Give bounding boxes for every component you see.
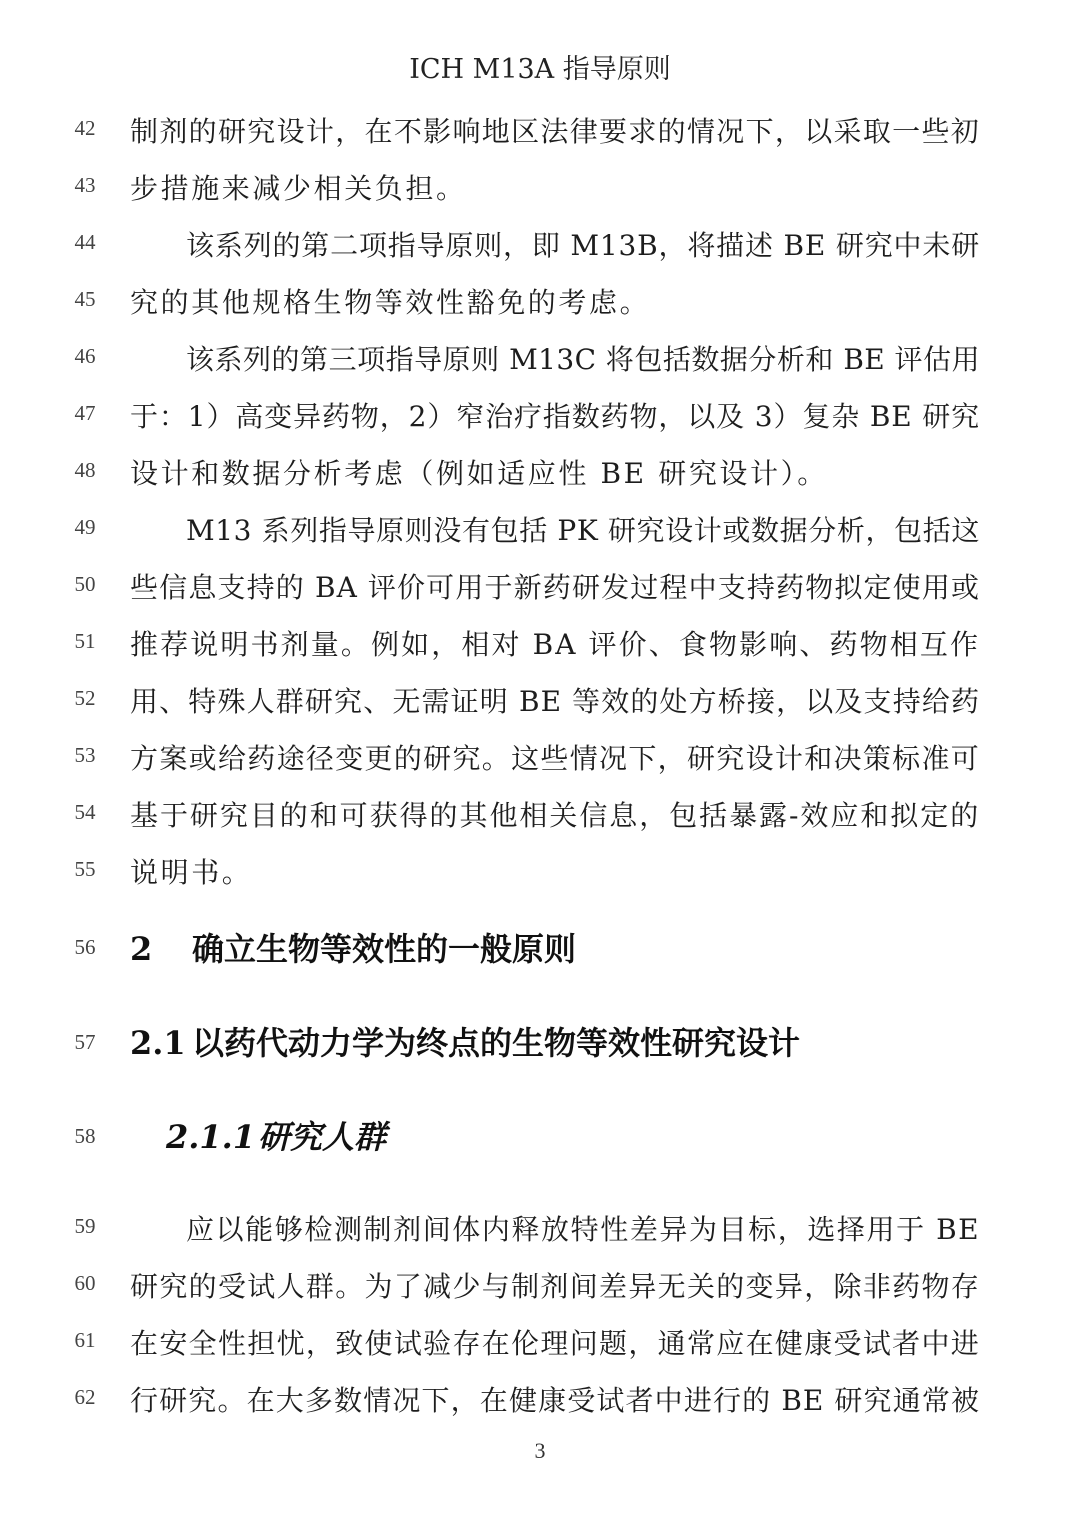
body-text-line: 该系列的第二项指导原则，即 M13B，将描述 BE 研究中未研: [186, 229, 980, 262]
line-number: 61: [74, 1328, 96, 1352]
line-number: 60: [74, 1271, 96, 1295]
page-number: 3: [534, 1438, 546, 1463]
line-number: 57: [74, 1030, 96, 1054]
body-text-line: 基于研究目的和可获得的其他相关信息，包括暴露-效应和拟定的: [130, 799, 980, 832]
line-number: 42: [74, 116, 96, 140]
body-text-line: 于：1）高变异药物，2）窄治疗指数药物，以及 3）复杂 BE 研究: [130, 400, 980, 433]
body-text-line: 制剂的研究设计，在不影响地区法律要求的情况下，以采取一些初: [130, 115, 980, 148]
body-text-line: 该系列的第三项指导原则 M13C 将包括数据分析和 BE 评估用: [186, 343, 980, 376]
body-text-line: 用、特殊人群研究、无需证明 BE 等效的处方桥接，以及支持给药: [130, 685, 980, 718]
line-number: 53: [74, 743, 96, 767]
body-text-line: 步措施来减少相关负担。: [130, 172, 467, 205]
line-number: 48: [74, 458, 96, 482]
line-number: 47: [74, 401, 96, 425]
line-number: 62: [74, 1385, 96, 1409]
line-number: 51: [74, 629, 96, 653]
line-number: 52: [74, 686, 96, 710]
body-text-line: 设计和数据分析考虑（例如适应性 BE 研究设计）。: [130, 457, 828, 490]
subsubsection-heading: [166, 1112, 386, 1158]
section-number: 2.1.1: [166, 1118, 256, 1156]
line-number: 56: [74, 935, 96, 959]
line-number: 50: [74, 572, 96, 596]
section-number: 2: [130, 930, 153, 968]
body-text-line: 推荐说明书剂量。例如，相对 BA 评价、食物影响、药物相互作: [130, 628, 980, 661]
line-number: 59: [74, 1214, 96, 1238]
body-text-line: 应以能够检测制剂间体内释放特性差异为目标，选择用于 BE: [186, 1213, 980, 1246]
line-number: 55: [74, 857, 96, 881]
section-title: 研究人群: [258, 1118, 387, 1156]
body-text-line: 在安全性担忧，致使试验存在伦理问题，通常应在健康受试者中进: [130, 1327, 980, 1360]
line-number: 46: [74, 344, 96, 368]
subsection-heading: [130, 1018, 800, 1064]
line-number: 54: [74, 800, 96, 824]
section-heading: [130, 924, 576, 970]
line-number: 44: [74, 230, 96, 254]
line-number: 43: [74, 173, 96, 197]
body-text-line: 究的其他规格生物等效性豁免的考虑。: [130, 286, 651, 319]
body-text-line: 说明书。: [130, 856, 253, 889]
body-text-line: M13 系列指导原则没有包括 PK 研究设计或数据分析，包括这: [186, 514, 980, 547]
line-number: 58: [74, 1124, 96, 1148]
line-number: 45: [74, 287, 96, 311]
section-number: 2.1: [130, 1024, 186, 1062]
body-text-line: 些信息支持的 BA 评价可用于新药研发过程中支持药物拟定使用或: [130, 571, 980, 604]
body-text-line: 方案或给药途径变更的研究。这些情况下，研究设计和决策标准可: [130, 742, 980, 775]
running-header: ICH M13A 指导原则: [409, 54, 671, 85]
line-number: 49: [74, 515, 96, 539]
section-title: 以药代动力学为终点的生物等效性研究设计: [192, 1024, 801, 1062]
body-text-line: 研究的受试人群。为了减少与制剂间差异无关的变异，除非药物存: [130, 1270, 980, 1303]
section-title: 确立生物等效性的一般原则: [192, 930, 577, 968]
body-text-line: 行研究。在大多数情况下，在健康受试者中进行的 BE 研究通常被: [130, 1384, 980, 1417]
